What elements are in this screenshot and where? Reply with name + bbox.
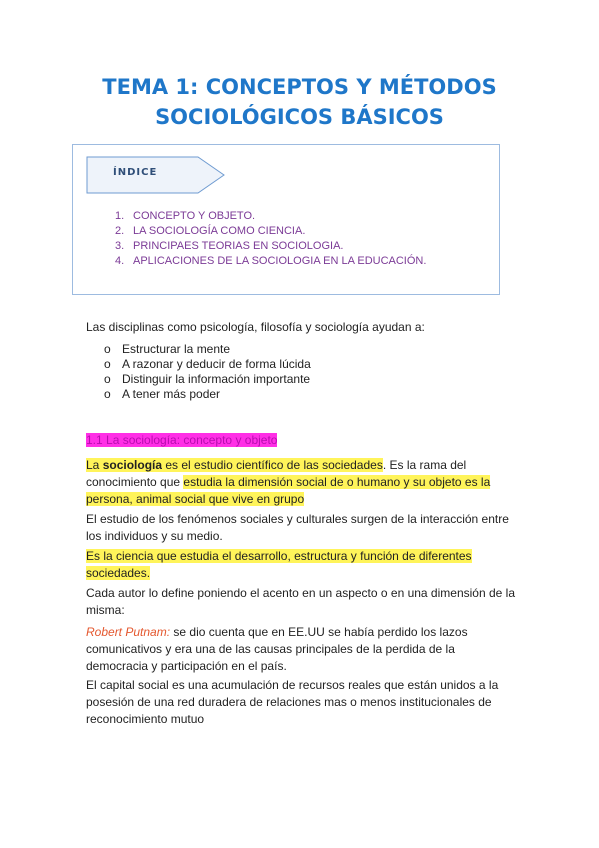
- index-tab: [86, 156, 226, 194]
- index-list: [115, 209, 426, 269]
- paragraph-capital-social: El capital social es una acumulación de recursos reales que están unidos a la posesión de una red duradera de relaciones mas o menos institucionales de reconocimiento mutuo: [86, 678, 499, 726]
- index-label: ÍNDICE: [113, 167, 158, 178]
- bullet-item: o Distinguir la información importante: [104, 372, 311, 386]
- bullet-item: o A razonar y deducir de forma lúcida: [104, 357, 311, 371]
- author-name: Robert Putnam:: [86, 625, 171, 639]
- intro-paragraph: Las disciplinas como psicología, filosofía y sociología ayudan a:: [86, 320, 425, 334]
- index-item: 3. PRINCIPAES TEORIAS EN SOCIOLOGIA.: [115, 240, 344, 252]
- paragraph-study: El estudio de los fenómenos sociales y culturales surgen de la interacción entre los individuos y su medio.: [86, 512, 509, 543]
- index-box: [72, 144, 500, 295]
- index-item: 1. CONCEPTO Y OBJETO.: [115, 210, 256, 222]
- page-title: [0, 72, 599, 132]
- paragraph-putnam: Robert Putnam: se dio cuenta que en EE.UU se había perdido los lazos comunicativos y era una de las causas principales de la perdida de la democracia y participación en el país.: [86, 625, 468, 673]
- bullet-item: o Estructurar la mente: [104, 342, 231, 356]
- title-line-2: SOCIOLÓGICOS BÁSICOS: [155, 105, 444, 129]
- index-item: 4. APLICACIONES DE LA SOCIOLOGIA EN LA EDUCACIÓN.: [115, 255, 427, 267]
- paragraph-author: Cada autor lo define poniendo el acento en un aspecto o en una dimensión de la misma:: [86, 586, 515, 617]
- bullet-item: o A tener más poder: [104, 387, 221, 401]
- index-item: 2. LA SOCIOLOGÍA COMO CIENCIA.: [115, 225, 306, 237]
- section-heading: [86, 432, 516, 449]
- title-line-1: TEMA 1: CONCEPTOS Y MÉTODOS: [102, 75, 497, 99]
- definition-paragraph: La sociología es el estudio científico de las sociedades. Es la rama del conocimiento que estudia la dimensión social de o humano y su objeto es la persona, animal social que vive en grupo: [86, 458, 491, 506]
- paragraph-science: Es la ciencia que estudia el desarrollo, estructura y función de diferentes sociedades.: [86, 549, 472, 580]
- bullet-list: [104, 342, 311, 402]
- section-heading-text: 1.1 La sociología: concepto y objeto: [86, 433, 278, 447]
